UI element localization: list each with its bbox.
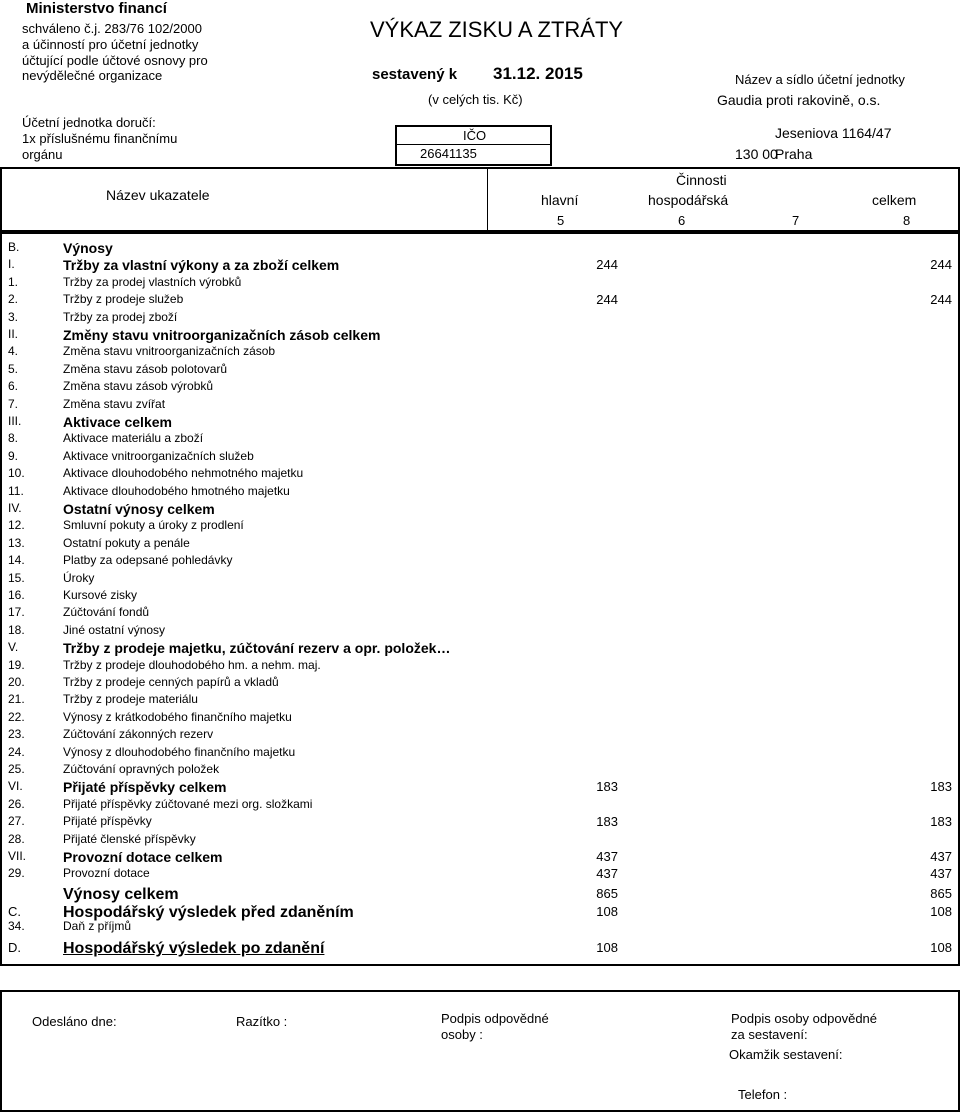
row-value-main: 183 bbox=[596, 814, 618, 830]
row-code: 11. bbox=[8, 483, 24, 498]
row-code: 27. bbox=[8, 814, 25, 829]
row-label: Smluvní pokuty a úroky z prodlení bbox=[63, 518, 244, 533]
row-label: Aktivace dlouhodobého nehmotného majetku bbox=[63, 466, 304, 481]
ministry-name: Ministerstvo financí bbox=[26, 0, 167, 17]
row-code: 13. bbox=[8, 535, 25, 550]
row-label: Zúčtování fondů bbox=[63, 605, 150, 620]
row-label: Tržby za vlastní výkony a za zboží celkem bbox=[63, 257, 340, 274]
row-value-main: 244 bbox=[596, 257, 618, 273]
row-label: Tržby za prodej zboží bbox=[63, 309, 178, 324]
row-label: Změna stavu zásob výrobků bbox=[63, 379, 214, 394]
row-code: 23. bbox=[8, 727, 25, 742]
row-label: Výnosy z krátkodobého finančního majetku bbox=[63, 709, 292, 724]
page-title: VÝKAZ ZISKU A ZTRÁTY bbox=[370, 17, 624, 42]
row-code: 3. bbox=[8, 309, 19, 324]
row-code: VII. bbox=[8, 849, 27, 863]
row-label: Provozní dotace celkem bbox=[63, 849, 223, 865]
row-label: Výnosy celkem bbox=[63, 885, 179, 903]
row-value-main: 244 bbox=[596, 292, 618, 308]
row-label: Hospodářský výsledek po zdanění bbox=[63, 940, 325, 957]
row-code: 7. bbox=[8, 396, 19, 411]
row-code: 1. bbox=[8, 274, 19, 289]
row-value-total: 183 bbox=[930, 779, 952, 795]
row-code: 8. bbox=[8, 431, 19, 446]
entity-label: Název a sídlo účetní jednotky bbox=[735, 72, 905, 87]
row-code: 34. bbox=[8, 918, 25, 933]
row-code: 20. bbox=[8, 675, 25, 689]
col-main-header: hlavní bbox=[541, 192, 579, 208]
row-code: 28. bbox=[8, 831, 25, 846]
activities-header: Činnosti bbox=[676, 172, 727, 188]
row-value-total: 437 bbox=[930, 849, 952, 864]
row-code: C. bbox=[8, 904, 21, 920]
row-label: Aktivace vnitroorganizačních služeb bbox=[63, 448, 254, 463]
ico-value: 26641135 bbox=[420, 146, 477, 161]
row-label: Ostatní výnosy celkem bbox=[63, 501, 215, 517]
row-label: Tržby za prodej vlastních výrobků bbox=[63, 274, 242, 289]
entity-street: Jeseniova 1164/47 bbox=[775, 125, 892, 141]
row-label: Přijaté členské příspěvky bbox=[63, 831, 196, 846]
row-code: 17. bbox=[8, 605, 25, 620]
row-code: 4. bbox=[8, 344, 19, 359]
row-code: I. bbox=[8, 257, 15, 272]
compiled-date: 31.12. 2015 bbox=[493, 64, 583, 83]
deliver-line-2: 1x příslušnému finančnímu bbox=[22, 131, 178, 146]
row-code: 16. bbox=[8, 588, 25, 602]
row-label: Tržby z prodeje materiálu bbox=[63, 692, 198, 707]
entity-name: Gaudia proti rakovině, o.s. bbox=[717, 92, 881, 108]
row-code: D. bbox=[8, 940, 21, 955]
moment-label: Okamžik sestavení: bbox=[729, 1047, 843, 1062]
row-label: Ostatní pokuty a penále bbox=[63, 535, 190, 550]
row-code: 25. bbox=[8, 762, 25, 776]
row-label: Výnosy z dlouhodobého finančního majetku bbox=[63, 744, 296, 759]
header-col-divider bbox=[487, 167, 488, 232]
units-note: (v celých tis. Kč) bbox=[428, 92, 523, 107]
row-label: Aktivace celkem bbox=[63, 414, 172, 430]
row-label: Tržby z prodeje dlouhodobého hm. a nehm. maj. bbox=[63, 657, 321, 672]
compiled-label: sestavený k bbox=[372, 66, 458, 83]
col-num-7: 7 bbox=[792, 213, 800, 228]
row-code: 6. bbox=[8, 379, 19, 394]
row-code: 26. bbox=[8, 796, 25, 811]
row-value-main: 108 bbox=[596, 904, 618, 920]
row-label: Aktivace materiálu a zboží bbox=[63, 431, 204, 446]
deliver-line-1: Účetní jednotka doručí: bbox=[22, 115, 156, 130]
row-label: Přijaté příspěvky celkem bbox=[63, 779, 227, 796]
row-label: Daň z příjmů bbox=[63, 918, 132, 933]
row-code: 18. bbox=[8, 622, 25, 637]
row-label: Jiné ostatní výnosy bbox=[63, 622, 166, 637]
approval-line-1: schváleno č.j. 283/76 102/2000 bbox=[22, 21, 202, 36]
row-code: 2. bbox=[8, 292, 19, 307]
row-value-total: 865 bbox=[930, 885, 952, 901]
row-label: Zúčtování opravných položek bbox=[63, 762, 220, 776]
row-value-main: 865 bbox=[596, 885, 618, 901]
row-value-total: 183 bbox=[930, 814, 952, 830]
resp-signature-label-2: osoby : bbox=[441, 1027, 483, 1042]
row-label: Hospodářský výsledek před zdaněním bbox=[63, 904, 354, 922]
phone-label: Telefon : bbox=[738, 1087, 788, 1102]
row-label: Provozní dotace bbox=[63, 866, 150, 881]
row-label: Změny stavu vnitroorganizačních zásob celkem bbox=[63, 327, 381, 343]
row-code: 10. bbox=[8, 466, 25, 481]
row-code: 29. bbox=[8, 866, 25, 881]
row-code: 15. bbox=[8, 570, 25, 585]
col-num-8: 8 bbox=[903, 213, 911, 228]
row-label: Změna stavu vnitroorganizačních zásob bbox=[63, 344, 276, 359]
col-num-6: 6 bbox=[678, 213, 686, 228]
row-label: Přijaté příspěvky zúčtované mezi org. složkami bbox=[63, 796, 313, 811]
row-label: Platby za odepsané pohledávky bbox=[63, 553, 233, 568]
row-label: Změna stavu zásob polotovarů bbox=[63, 361, 228, 376]
row-label: Zúčtování zákonných rezerv bbox=[63, 727, 214, 742]
row-label: Tržby z prodeje služeb bbox=[63, 292, 184, 307]
row-label: Aktivace dlouhodobého hmotného majetku bbox=[63, 483, 290, 498]
row-code: 22. bbox=[8, 709, 25, 724]
deliver-line-3: orgánu bbox=[22, 147, 63, 162]
row-value-main: 437 bbox=[596, 866, 618, 882]
row-label: Tržby z prodeje majetku, zúčtování rezerv a opr. položek… bbox=[63, 640, 451, 657]
stamp-label: Razítko : bbox=[236, 1014, 288, 1029]
row-code: VI. bbox=[8, 779, 23, 794]
row-label: Kursové zisky bbox=[63, 588, 138, 602]
row-label: Přijaté příspěvky bbox=[63, 814, 152, 829]
name-column-header: Název ukazatele bbox=[106, 187, 210, 203]
row-value-total: 108 bbox=[930, 904, 952, 920]
ico-label: IČO bbox=[463, 128, 487, 143]
col-num-5: 5 bbox=[557, 213, 565, 228]
ico-divider bbox=[395, 144, 552, 145]
sent-label: Odesláno dne: bbox=[32, 1014, 117, 1029]
row-label: Výnosy bbox=[63, 240, 113, 256]
approval-line-4: nevýdělečné organizace bbox=[22, 68, 163, 83]
resp-signature-label-1: Podpis odpovědné bbox=[441, 1011, 549, 1026]
row-label: Změna stavu zvířat bbox=[63, 396, 166, 411]
col-econ-header: hospodářská bbox=[648, 192, 729, 208]
row-code: IV. bbox=[8, 501, 22, 515]
row-label: Úroky bbox=[63, 570, 95, 585]
approval-line-2: a účinností pro účetní jednotky bbox=[22, 37, 199, 52]
row-label: Tržby z prodeje cenných papírů a vkladů bbox=[63, 675, 279, 689]
row-value-main: 183 bbox=[596, 779, 618, 795]
row-code: V. bbox=[8, 640, 19, 655]
col-total-header: celkem bbox=[872, 192, 917, 208]
row-value-main: 108 bbox=[596, 940, 618, 955]
row-value-total: 244 bbox=[930, 257, 952, 273]
row-code: 21. bbox=[8, 692, 25, 707]
row-value-total: 108 bbox=[930, 940, 952, 955]
row-code: 5. bbox=[8, 361, 19, 376]
comp-signature-label-1: Podpis osoby odpovědné bbox=[731, 1011, 878, 1026]
row-code: 9. bbox=[8, 448, 19, 463]
row-code: 12. bbox=[8, 518, 25, 533]
row-code: III. bbox=[8, 414, 22, 428]
comp-signature-label-2: za sestavení: bbox=[731, 1027, 808, 1042]
row-value-total: 244 bbox=[930, 292, 952, 308]
row-code: B. bbox=[8, 240, 20, 254]
row-code: 24. bbox=[8, 744, 25, 759]
row-code: 19. bbox=[8, 657, 25, 672]
entity-city: Praha bbox=[775, 146, 813, 162]
row-code: II. bbox=[8, 327, 19, 341]
row-value-total: 437 bbox=[930, 866, 952, 882]
row-value-main: 437 bbox=[596, 849, 618, 864]
approval-line-3: účtující podle účtové osnovy pro bbox=[22, 53, 208, 68]
row-code: 14. bbox=[8, 553, 25, 568]
entity-postcode: 130 00 bbox=[735, 146, 778, 162]
